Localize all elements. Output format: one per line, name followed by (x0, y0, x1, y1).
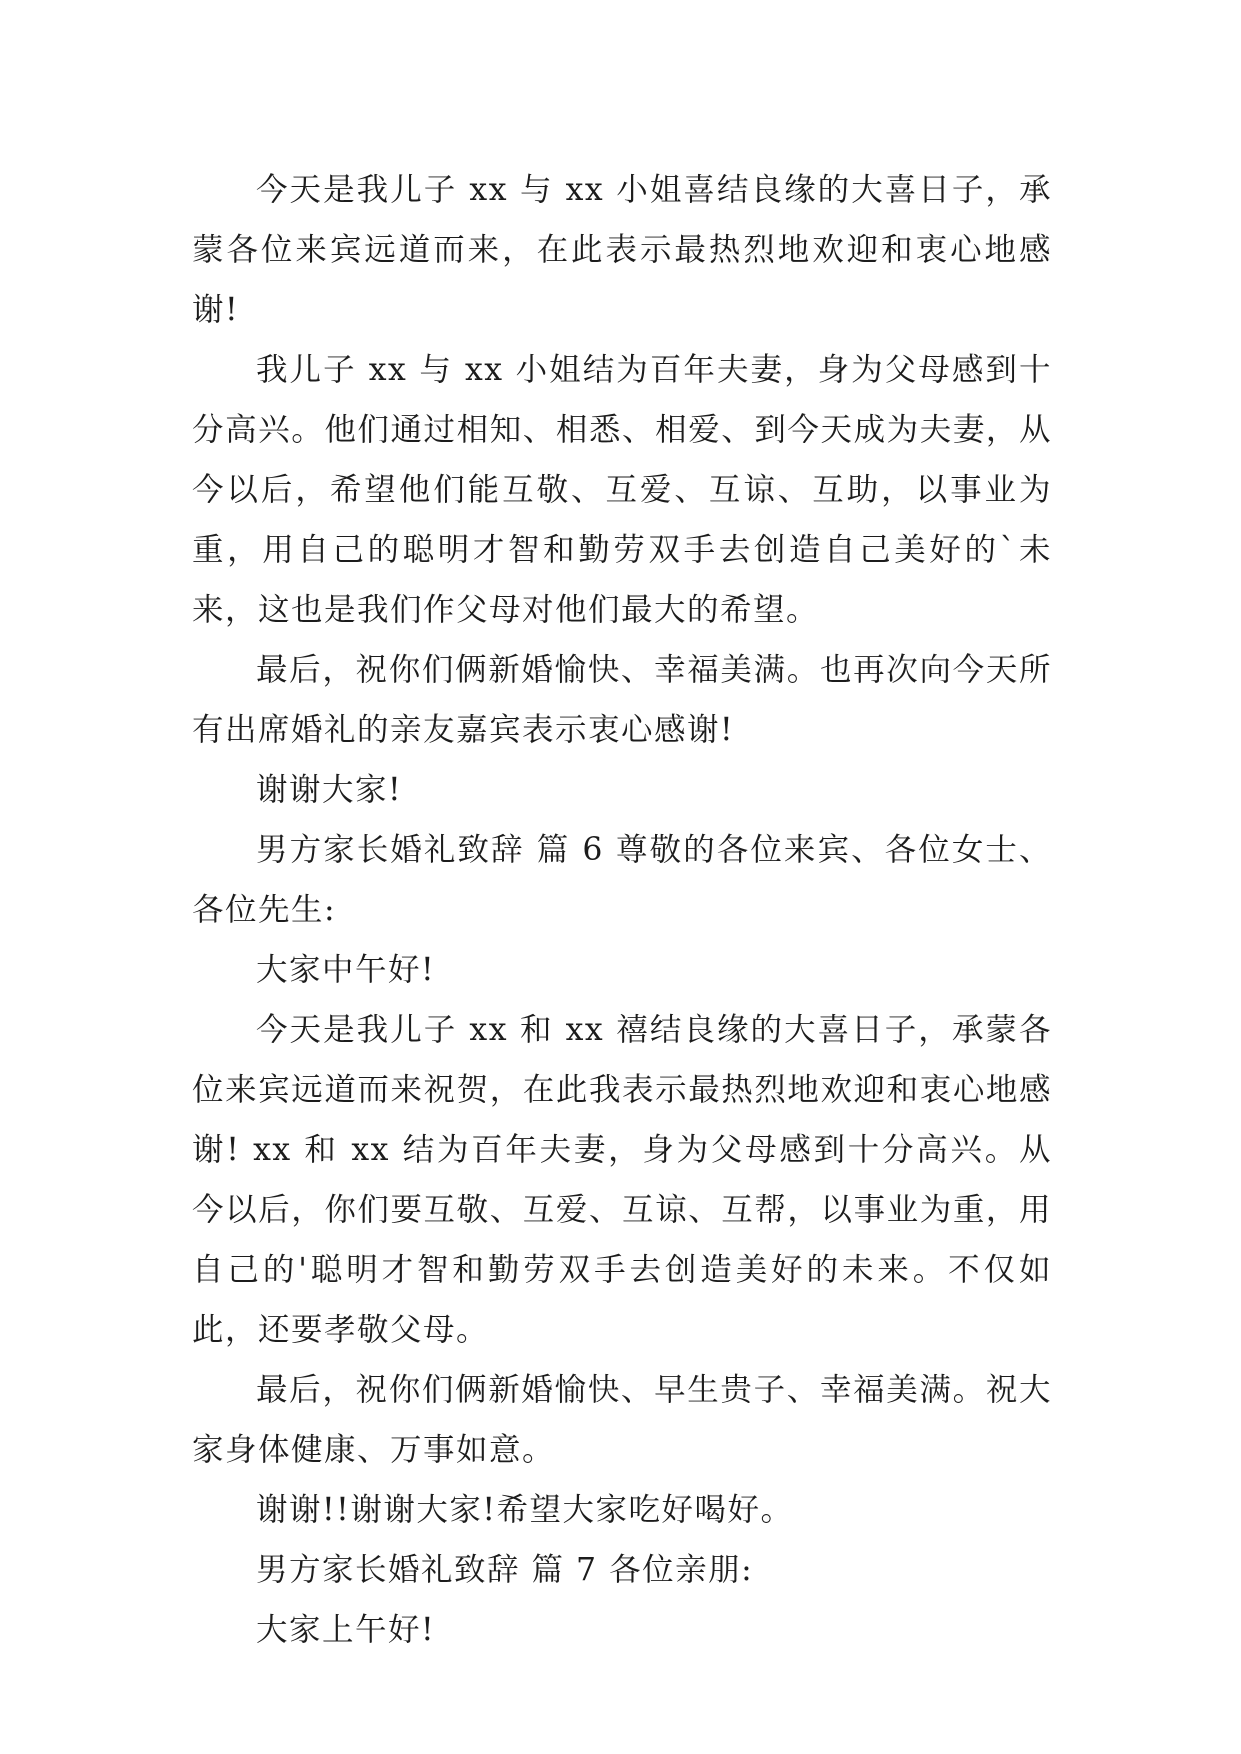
paragraph: 最后，祝你们俩新婚愉快、早生贵子、幸福美满。祝大家身体健康、万事如意。 (192, 1372, 1052, 1468)
paragraph: 谢谢!!谢谢大家!希望大家吃好喝好。 (256, 1492, 794, 1528)
paragraph: 谢谢大家! (256, 772, 403, 808)
section-heading: 男方家长婚礼致辞 篇 6 尊敬的各位来宾、各位女士、各位先生: (192, 832, 1052, 928)
paragraph: 我儿子 xx 与 xx 小姐结为百年夫妻，身为父母感到十分高兴。他们通过相知、相悉、相爱、到今天成为夫妻，从今以后，希望他们能互敬、互爱、互谅、互助，以事业为重，用自己的聪明才智和勤劳双手去创造自己美好的`未来，这也是我们作父母对他们最大的希望。 (192, 352, 1052, 628)
paragraph: 今天是我儿子 xx 和 xx 禧结良缘的大喜日子，承蒙各位来宾远道而来祝贺，在此我表示最热烈地欢迎和衷心地感谢! xx 和 xx 结为百年夫妻，身为父母感到十分高兴。从今以后，你们要互敬、互爱、互谅、互帮，以事业为重，用自己的'聪明才智和勤劳双手去创造美好的未来。不仅如此，还要孝敬父母。 (192, 1012, 1052, 1348)
document-body (192, 160, 1052, 1660)
paragraph: 今天是我儿子 xx 与 xx 小姐喜结良缘的大喜日子，承蒙各位来宾远道而来，在此表示最热烈地欢迎和衷心地感谢! (192, 172, 1052, 328)
paragraph: 大家中午好! (256, 952, 436, 988)
paragraph: 最后，祝你们俩新婚愉快、幸福美满。也再次向今天所有出席婚礼的亲友嘉宾表示衷心感谢! (192, 652, 1052, 748)
section-heading: 男方家长婚礼致辞 篇 7 各位亲朋: (256, 1552, 754, 1588)
paragraph: 大家上午好! (256, 1612, 436, 1648)
